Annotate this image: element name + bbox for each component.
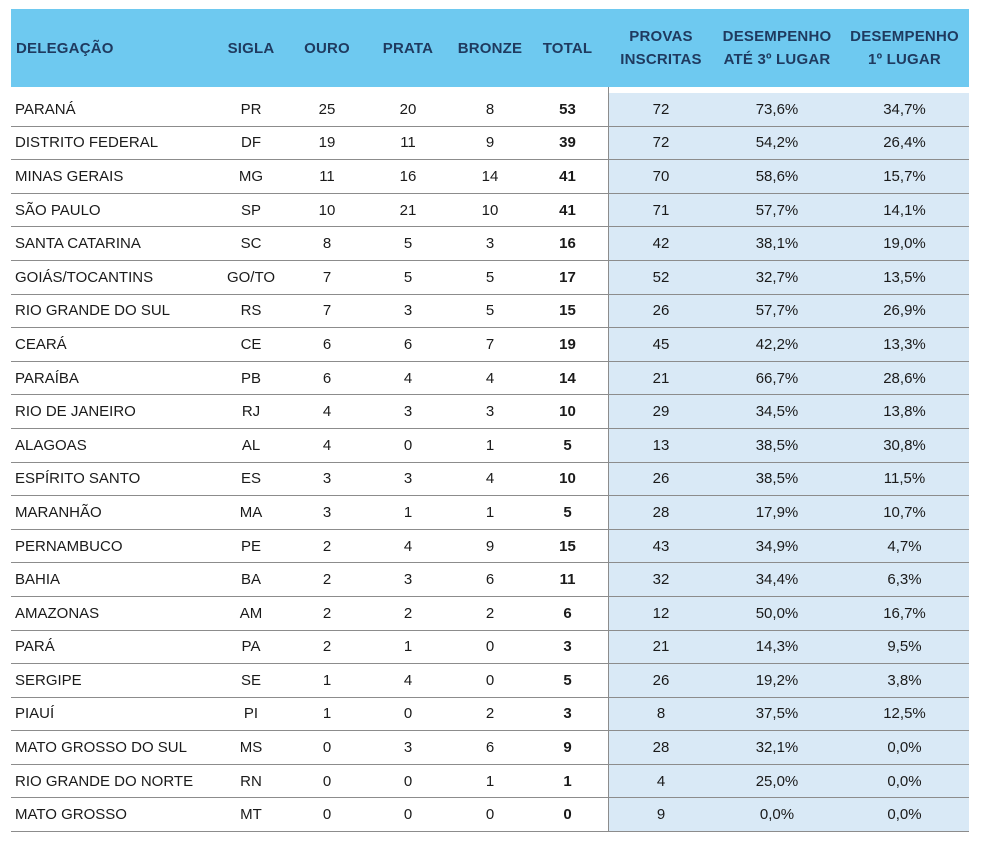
- cell-desempenho-3: 34,4%: [755, 571, 799, 589]
- cell-desempenho-3: 19,2%: [755, 671, 799, 689]
- cell-sigla: CE: [240, 335, 262, 353]
- cell-ouro: 4: [322, 403, 332, 421]
- cell-ouro: 0: [322, 772, 332, 790]
- cell-bronze: 0: [485, 638, 495, 656]
- cell-total: 15: [559, 302, 576, 320]
- table-row: [11, 362, 969, 396]
- table-row: [11, 328, 969, 362]
- cell-total: 41: [559, 201, 576, 219]
- cell-provas-inscritas: 13: [652, 436, 670, 454]
- cell-desempenho-3: 25,0%: [755, 772, 799, 790]
- cell-sigla: ES: [240, 470, 261, 488]
- cell-bronze: 6: [485, 739, 495, 757]
- cell-prata: 21: [399, 201, 417, 219]
- cell-desempenho-1: 15,7%: [883, 167, 926, 185]
- medal-table: [11, 9, 969, 832]
- cell-desempenho-3: 34,9%: [755, 537, 799, 555]
- cell-sigla: MG: [238, 167, 264, 185]
- cell-ouro: 6: [322, 369, 332, 387]
- cell-provas-inscritas: 26: [652, 470, 670, 488]
- cell-sigla: RN: [240, 772, 262, 790]
- cell-sigla: SE: [240, 671, 261, 689]
- cell-desempenho-3: 0,0%: [759, 806, 795, 824]
- cell-sigla: AM: [239, 604, 263, 622]
- cell-delegacao: MATO GROSSO DO SUL: [15, 739, 187, 757]
- table-row: [11, 563, 969, 597]
- table-row: [11, 698, 969, 732]
- header-desempenho-3-line2: ATÉ 3º LUGAR: [723, 51, 831, 68]
- cell-total: 9: [563, 739, 572, 757]
- cell-bronze: 3: [485, 403, 495, 421]
- cell-provas-inscritas: 72: [652, 100, 670, 118]
- cell-total: 1: [563, 772, 572, 790]
- cell-provas-inscritas: 21: [652, 638, 670, 656]
- cell-total: 3: [563, 705, 572, 723]
- cell-desempenho-3: 38,5%: [755, 436, 799, 454]
- cell-desempenho-1: 3,8%: [887, 671, 922, 689]
- cell-desempenho-3: 73,6%: [755, 100, 799, 118]
- cell-prata: 5: [403, 235, 413, 253]
- cell-total: 5: [563, 503, 572, 521]
- cell-ouro: 2: [322, 537, 332, 555]
- cell-provas-inscritas: 9: [656, 806, 666, 824]
- cell-delegacao: PARAÍBA: [15, 369, 79, 387]
- cell-total: 5: [563, 671, 572, 689]
- table-row: [11, 227, 969, 261]
- cell-delegacao: GOIÁS/TOCANTINS: [15, 268, 154, 286]
- cell-desempenho-3: 17,9%: [755, 503, 799, 521]
- cell-sigla: BA: [240, 571, 261, 589]
- header-desempenho-1-line1: DESEMPENHO: [850, 28, 959, 45]
- cell-desempenho-1: 14,1%: [883, 201, 926, 219]
- cell-delegacao: PARÁ: [15, 638, 55, 656]
- cell-delegacao: PARANÁ: [15, 100, 76, 118]
- cell-total: 5: [563, 436, 572, 454]
- cell-ouro: 4: [322, 436, 332, 454]
- cell-provas-inscritas: 12: [652, 604, 670, 622]
- cell-prata: 3: [403, 571, 413, 589]
- cell-total: 41: [559, 167, 576, 185]
- cell-total: 3: [563, 638, 572, 656]
- cell-ouro: 1: [322, 705, 332, 723]
- cell-bronze: 8: [485, 100, 495, 118]
- cell-provas-inscritas: 28: [652, 503, 670, 521]
- cell-prata: 3: [403, 302, 413, 320]
- cell-total: 15: [559, 537, 576, 555]
- cell-prata: 3: [403, 739, 413, 757]
- cell-desempenho-3: 42,2%: [755, 335, 799, 353]
- cell-total: 17: [559, 268, 576, 286]
- cell-delegacao: RIO GRANDE DO SUL: [15, 302, 171, 320]
- cell-prata: 0: [403, 436, 413, 454]
- cell-ouro: 10: [318, 201, 336, 219]
- cell-prata: 4: [403, 369, 413, 387]
- cell-desempenho-1: 13,8%: [883, 403, 926, 421]
- table-row: [11, 530, 969, 564]
- cell-desempenho-3: 37,5%: [755, 705, 799, 723]
- cell-ouro: 3: [322, 470, 332, 488]
- cell-provas-inscritas: 21: [652, 369, 670, 387]
- cell-sigla: PI: [243, 705, 259, 723]
- cell-total: 16: [559, 235, 576, 253]
- cell-desempenho-1: 34,7%: [883, 100, 926, 118]
- table-row: [11, 295, 969, 329]
- cell-prata: 0: [403, 772, 413, 790]
- cell-prata: 1: [403, 503, 413, 521]
- header-desempenho-1: [840, 9, 969, 87]
- cell-prata: 3: [403, 470, 413, 488]
- cell-bronze: 14: [481, 167, 499, 185]
- cell-bronze: 5: [485, 268, 495, 286]
- cell-delegacao: MATO GROSSO: [15, 806, 127, 824]
- cell-desempenho-1: 16,7%: [883, 604, 926, 622]
- header-desempenho-3: [714, 9, 840, 87]
- cell-sigla: PR: [240, 100, 262, 118]
- cell-desempenho-3: 32,1%: [755, 739, 799, 757]
- cell-desempenho-1: 19,0%: [883, 235, 926, 253]
- cell-desempenho-1: 26,4%: [883, 134, 926, 152]
- cell-ouro: 6: [322, 335, 332, 353]
- cell-sigla: PE: [240, 537, 261, 555]
- table-row: [11, 395, 969, 429]
- cell-delegacao: AMAZONAS: [15, 604, 100, 622]
- cell-delegacao: BAHIA: [15, 571, 61, 589]
- cell-prata: 16: [399, 167, 417, 185]
- cell-desempenho-1: 10,7%: [883, 503, 926, 521]
- cell-total: 10: [559, 403, 576, 421]
- cell-bronze: 2: [485, 604, 495, 622]
- cell-ouro: 11: [319, 167, 335, 185]
- cell-sigla: PA: [241, 638, 261, 656]
- cell-ouro: 7: [322, 268, 332, 286]
- cell-desempenho-1: 0,0%: [887, 772, 922, 790]
- cell-desempenho-3: 38,5%: [755, 470, 799, 488]
- cell-prata: 0: [403, 705, 413, 723]
- cell-prata: 4: [403, 537, 413, 555]
- cell-desempenho-3: 14,3%: [755, 638, 799, 656]
- cell-ouro: 0: [322, 806, 332, 824]
- header-provas-line2: INSCRITAS: [620, 51, 702, 68]
- table-row: [11, 765, 969, 799]
- cell-bronze: 1: [485, 503, 495, 521]
- table-row: [11, 93, 969, 127]
- cell-sigla: RJ: [241, 403, 261, 421]
- cell-desempenho-1: 26,9%: [883, 302, 926, 320]
- cell-desempenho-3: 58,6%: [755, 167, 799, 185]
- cell-provas-inscritas: 29: [652, 403, 670, 421]
- cell-total: 39: [559, 134, 576, 152]
- cell-desempenho-1: 13,3%: [883, 335, 926, 353]
- cell-total: 19: [559, 335, 576, 353]
- cell-bronze: 2: [485, 705, 495, 723]
- cell-desempenho-1: 30,8%: [883, 436, 926, 454]
- cell-delegacao: SERGIPE: [15, 671, 82, 689]
- cell-sigla: GO/TO: [226, 268, 276, 286]
- table-row: [11, 631, 969, 665]
- cell-provas-inscritas: 28: [652, 739, 670, 757]
- cell-desempenho-3: 38,1%: [755, 235, 799, 253]
- cell-desempenho-1: 12,5%: [883, 705, 926, 723]
- table-row: [11, 496, 969, 530]
- cell-bronze: 0: [485, 671, 495, 689]
- cell-desempenho-1: 6,3%: [887, 571, 922, 589]
- cell-desempenho-1: 13,5%: [883, 268, 926, 286]
- cell-sigla: MS: [239, 739, 263, 757]
- cell-desempenho-3: 54,2%: [755, 134, 799, 152]
- cell-bronze: 4: [485, 470, 495, 488]
- cell-prata: 1: [403, 638, 413, 656]
- cell-delegacao: PIAUÍ: [15, 705, 55, 723]
- table-body: [11, 93, 969, 832]
- cell-desempenho-1: 0,0%: [887, 739, 922, 757]
- table-row: [11, 798, 969, 832]
- cell-provas-inscritas: 71: [652, 201, 670, 219]
- table-header: [11, 9, 969, 87]
- cell-provas-inscritas: 70: [652, 167, 670, 185]
- cell-total: 10: [559, 470, 576, 488]
- cell-bronze: 1: [485, 772, 495, 790]
- cell-prata: 2: [403, 604, 413, 622]
- table-row: [11, 731, 969, 765]
- cell-desempenho-1: 0,0%: [887, 806, 922, 824]
- header-ouro: OURO: [304, 39, 350, 57]
- cell-ouro: 8: [322, 235, 332, 253]
- table-row: [11, 664, 969, 698]
- cell-total: 0: [563, 806, 572, 824]
- cell-sigla: DF: [241, 134, 261, 152]
- cell-ouro: 1: [322, 671, 332, 689]
- cell-ouro: 3: [322, 503, 332, 521]
- cell-sigla: SC: [240, 235, 262, 253]
- header-delegacao: DELEGAÇÃO: [16, 39, 114, 57]
- header-provas-line1: PROVAS: [629, 28, 693, 45]
- table-row: [11, 261, 969, 295]
- cell-sigla: MA: [239, 503, 263, 521]
- cell-sigla: PB: [240, 369, 261, 387]
- cell-bronze: 6: [485, 571, 495, 589]
- cell-ouro: 0: [322, 739, 332, 757]
- header-desempenho-3-line1: DESEMPENHO: [722, 28, 832, 45]
- cell-prata: 0: [403, 806, 413, 824]
- cell-desempenho-3: 57,7%: [755, 201, 799, 219]
- header-total: TOTAL: [542, 39, 593, 57]
- cell-desempenho-1: 28,6%: [883, 369, 926, 387]
- table-row: [11, 429, 969, 463]
- cell-prata: 11: [400, 134, 416, 152]
- cell-delegacao: MARANHÃO: [15, 503, 102, 521]
- table-row: [11, 194, 969, 228]
- cell-prata: 5: [403, 268, 413, 286]
- cell-ouro: 25: [318, 100, 336, 118]
- cell-provas-inscritas: 8: [656, 705, 666, 723]
- cell-desempenho-3: 66,7%: [755, 369, 799, 387]
- cell-total: 53: [559, 100, 576, 118]
- cell-desempenho-3: 34,5%: [755, 403, 799, 421]
- cell-total: 14: [559, 369, 576, 387]
- cell-prata: 6: [403, 335, 413, 353]
- cell-desempenho-1: 11,5%: [883, 470, 926, 488]
- cell-bronze: 9: [485, 537, 495, 555]
- cell-provas-inscritas: 43: [652, 537, 670, 555]
- cell-desempenho-1: 4,7%: [887, 537, 922, 555]
- cell-bronze: 10: [481, 201, 499, 219]
- header-bronze: BRONZE: [457, 39, 523, 57]
- cell-delegacao: DISTRITO FEDERAL: [15, 134, 159, 152]
- cell-prata: 20: [399, 100, 417, 118]
- cell-delegacao: CEARÁ: [15, 335, 67, 353]
- header-provas-inscritas: [608, 9, 714, 87]
- cell-sigla: SP: [240, 201, 261, 219]
- cell-provas-inscritas: 4: [656, 772, 666, 790]
- cell-delegacao: MINAS GERAIS: [15, 167, 124, 185]
- cell-total: 11: [559, 571, 576, 589]
- cell-desempenho-3: 57,7%: [755, 302, 799, 320]
- cell-bronze: 0: [485, 806, 495, 824]
- table-row: [11, 127, 969, 161]
- cell-bronze: 1: [485, 436, 495, 454]
- cell-ouro: 2: [322, 604, 332, 622]
- table-row: [11, 160, 969, 194]
- cell-provas-inscritas: 72: [652, 134, 670, 152]
- cell-bronze: 5: [485, 302, 495, 320]
- cell-provas-inscritas: 42: [652, 235, 670, 253]
- cell-sigla: RS: [240, 302, 262, 320]
- cell-delegacao: PERNAMBUCO: [15, 537, 123, 555]
- cell-ouro: 2: [322, 638, 332, 656]
- cell-delegacao: ALAGOAS: [15, 436, 87, 454]
- header-desempenho-1-line2: 1º LUGAR: [868, 51, 941, 68]
- cell-provas-inscritas: 52: [652, 268, 670, 286]
- cell-bronze: 4: [485, 369, 495, 387]
- cell-delegacao: SÃO PAULO: [15, 201, 101, 219]
- cell-delegacao: RIO GRANDE DO NORTE: [15, 772, 194, 790]
- cell-desempenho-3: 32,7%: [755, 268, 799, 286]
- cell-ouro: 2: [322, 571, 332, 589]
- cell-prata: 3: [403, 403, 413, 421]
- cell-provas-inscritas: 32: [652, 571, 670, 589]
- cell-sigla: MT: [240, 806, 262, 824]
- cell-sigla: AL: [241, 436, 261, 454]
- cell-ouro: 19: [318, 134, 336, 152]
- cell-bronze: 9: [485, 134, 495, 152]
- cell-total: 6: [563, 604, 572, 622]
- cell-provas-inscritas: 26: [652, 302, 670, 320]
- table-row: [11, 463, 969, 497]
- cell-delegacao: RIO DE JANEIRO: [15, 403, 136, 421]
- cell-provas-inscritas: 45: [652, 335, 670, 353]
- cell-bronze: 7: [485, 335, 495, 353]
- header-prata: PRATA: [382, 39, 434, 57]
- cell-prata: 4: [403, 671, 413, 689]
- cell-delegacao: SANTA CATARINA: [15, 235, 141, 253]
- cell-desempenho-3: 50,0%: [755, 604, 799, 622]
- cell-ouro: 7: [322, 302, 332, 320]
- cell-delegacao: ESPÍRITO SANTO: [15, 470, 141, 488]
- cell-desempenho-1: 9,5%: [887, 638, 922, 656]
- table-row: [11, 597, 969, 631]
- cell-provas-inscritas: 26: [652, 671, 670, 689]
- header-sigla: SIGLA: [227, 39, 275, 57]
- cell-bronze: 3: [485, 235, 495, 253]
